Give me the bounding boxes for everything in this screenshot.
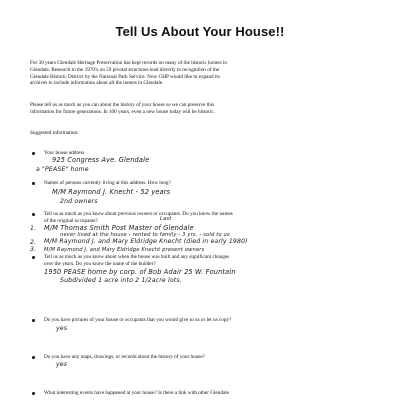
bullet-icon [32, 213, 35, 216]
question-maps: Do you have any maps, drawings, or records about the history of your house? [44, 354, 205, 360]
owner-number: 2. [30, 239, 37, 246]
intro-line: For 30 years Glendale Heritage Preservation has kept records on many of the historic homes in [30, 60, 227, 66]
owner-number: 1. [30, 225, 37, 232]
intro-line: Glendale. Research in the 1970’s on 59 pivotal structures lead directly to recognition of the [30, 66, 220, 73]
answer-owner3: M/M Raymond J. and Mary Eldridge Knecht present owners [44, 247, 205, 253]
intro-paragraph [30, 60, 380, 87]
question-previous-owners-line1: Tell us as much as you know about previous owners or occupants. Do you know the names [44, 211, 233, 217]
answer-pictures: yes [56, 325, 68, 332]
answer-residents-line2: 2nd owners [60, 198, 98, 205]
question-address: Your house address [44, 150, 85, 156]
answer-owner1: M/M Thomas Smith Post Master of Glendale [44, 224, 194, 232]
question-current-residents: Names of persons currently living at this address. How long? [44, 180, 171, 186]
request-line: Please tell us as much as you can about the history of your house so we can preserve this [30, 102, 215, 108]
intro-line: archives to include information about all the homes in Glendale. [30, 80, 164, 87]
bullet-icon [32, 182, 35, 185]
request-paragraph [30, 102, 380, 116]
suggested-label: Suggested information: [30, 130, 79, 136]
answer-residents-line1: M/M Raymond J. Knecht - 52 years [52, 188, 171, 196]
answer-address-line2: a "PEASE" home [36, 166, 89, 173]
answer-built-line1: 1950 PEASE home by corp. of Bob Adair 25 W. Fountain [44, 268, 236, 276]
answer-owner2: M/M Raymond J. and Mary Eldridge Knecht (died in early 1980) [44, 238, 248, 245]
owner-number: 3. [30, 246, 37, 253]
bullet-icon [32, 152, 35, 155]
bullet-icon [32, 356, 35, 359]
question-built-line2: over the years. Do you know the name of the builder? [44, 261, 156, 267]
question-built-line1: Tell us as much as you know about when the house was built and any significant changes [44, 254, 230, 260]
annotation-last: Last [160, 216, 172, 222]
question-pictures: Do you have pictures of your house or occupants that you would give to us or let us copy? [44, 317, 232, 323]
page-title: Tell Us About Your House!! [115, 24, 285, 39]
question-events: What interesting events have happened at your house? Is there a link with other Glendale [44, 390, 229, 396]
answer-owner1-note: never lived at the house - rented to family - 3 yrs. - sold to us [60, 232, 230, 238]
answer-address-line1: 925 Congress Ave. Glendale [52, 156, 150, 164]
bullet-icon [32, 256, 35, 259]
request-line: information for future generations. In 100 years, even a new house today will be historic. [30, 108, 215, 115]
intro-line: Glendale Historic District by the National Park Service. Now GHP would like to expand its [30, 73, 220, 80]
bullet-icon [32, 392, 35, 395]
answer-maps: yes [56, 361, 68, 368]
answer-built-line2: Subdivided 1 acre into 2 1/2acre lots. [60, 277, 182, 284]
question-previous-owners-line2: of the original occupants? [44, 218, 98, 224]
bullet-icon [32, 319, 35, 322]
